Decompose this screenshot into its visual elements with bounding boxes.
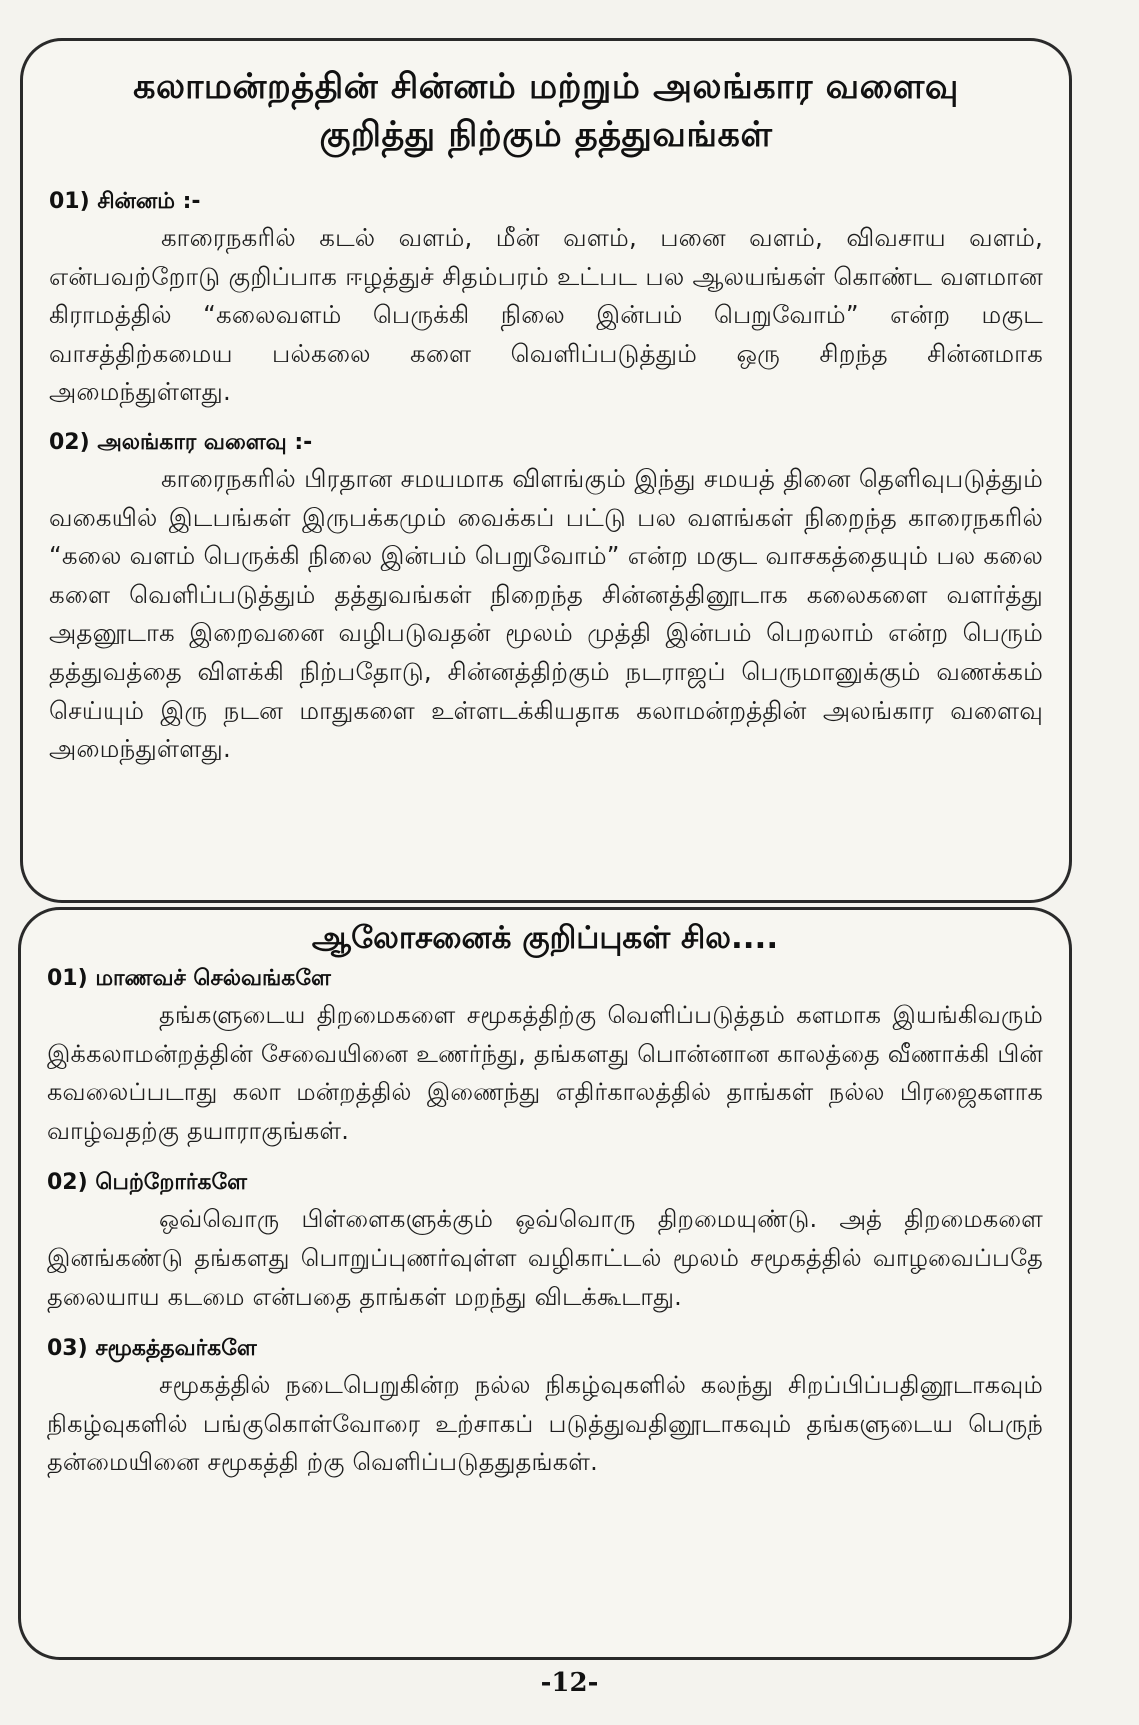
section1-title-line2: குறித்து நிற்கும் தத்துவங்கள் bbox=[319, 115, 773, 155]
community-paragraph: சமூகத்தில் நடைபெறுகின்ற நல்ல நிகழ்வுகளில் கலந்து சிறப்பிப்பதினூடாகவும் நிகழ்வுகளில் பங்குகொள்வோரை உற்சாகப் படுத்துவதினூடாகவும் தங்களுடைய பெருந் தன்மையினை சமூகத்தி ற்கு வெளிப்படுததுதங்கள். bbox=[47, 1371, 1043, 1477]
advice-section bbox=[18, 907, 1072, 1660]
parents-heading: 02) பெற்றோர்களே bbox=[47, 1170, 247, 1196]
community-heading: 03) சமூகத்தவர்களே bbox=[47, 1336, 257, 1362]
arch-paragraph: காரைநகரில் பிரதான சமயமாக விளங்கும் இந்து சமயத் தினை தெளிவுபடுத்தும் வகையில் இடபங்கள் இருபக்கமும் வைக்கப் பட்டு பல வளங்கள் நிறைந்த காரைநகரில் “கலை வளம் பெருக்கி நிலை இன்பம் பெறுவோம்” என்ற மகுட வாசகத்தையும் பல கலை களை வெளிப்படுத்தும் தத்துவங்கள் நிறைந்த சின்னத்தினூடாக கலைகளை வளர்த்து அதனூடாக இறைவனை வழிபடுவதன் மூலம் முத்தி இன்பம் பெறலாம் என்ற பெரும் தத்துவத்தை விளக்கி நிற்பதோடு, சின்னத்திற்கும் நடராஜப் பெருமானுக்கும் வணக்கம் செய்யும் இரு நடன மாதுகளை உள்ளடக்கியதாக கலாமன்றத்தின் அலங்கார வளைவு அமைந்துள்ளது. bbox=[49, 463, 1043, 764]
emblem-paragraph: காரைநகரில் கடல் வளம், மீன் வளம், பனை வளம், விவசாய வளம், என்பவற்றோடு குறிப்பாக ஈழத்துச் சிதம்பரம் உட்பட பல ஆலயங்கள் கொண்ட வளமான கிராமத்தில் “கலைவளம் பெருக்கி நிலை இன்பம் பெறுவோம்” என்ற மகுட வாசத்திற்கமைய பல்கலை களை வெளிப்படுத்தும் ஒரு சிறந்த சின்னமாக அமைந்துள்ளது. bbox=[49, 223, 1043, 407]
emblem-arch-section bbox=[20, 38, 1072, 903]
section2-title: ஆலோசனைக் குறிப்புகள் சில.... bbox=[311, 920, 779, 956]
page-number: -12- bbox=[540, 1668, 599, 1698]
students-heading: 01) மாணவச் செல்வங்களே bbox=[47, 966, 331, 991]
emblem-heading: 01) சின்னம் :- bbox=[49, 189, 201, 214]
students-paragraph: தங்களுடைய திறமைகளை சமூகத்திற்கு வெளிப்படுத்தம் களமாக இயங்கிவரும் இக்கலாமன்றத்தின் சேவையினை உணர்ந்து, தங்களது பொன்னான காலத்தை வீணாக்கி பின் கவலைப்படாது கலா மன்றத்தில் இணைந்து எதிர்காலத்தில் தாங்கள் நல்ல பிரஜைகளாக வாழ்வதற்கு தயாராகுங்கள். bbox=[47, 1001, 1043, 1145]
arch-heading: 02) அலங்கார வளைவு :- bbox=[49, 429, 313, 455]
section1-title-line1: கலாமன்றத்தின் சின்னம் மற்றும் அலங்கார வளைவு bbox=[133, 67, 959, 107]
parents-paragraph: ஒவ்வொரு பிள்ளைகளுக்கும் ஒவ்வொரு திறமையுண்டு. அத் திறமைகளை இனங்கண்டு தங்களது பொறுப்புணர்வுள்ள வழிகாட்டல் மூலம் சமூகத்தில் வாழவைப்பதே தலையாய கடமை என்பதை தாங்கள் மறந்து விடக்கூடாது. bbox=[47, 1205, 1043, 1311]
section1-title bbox=[49, 63, 1043, 159]
